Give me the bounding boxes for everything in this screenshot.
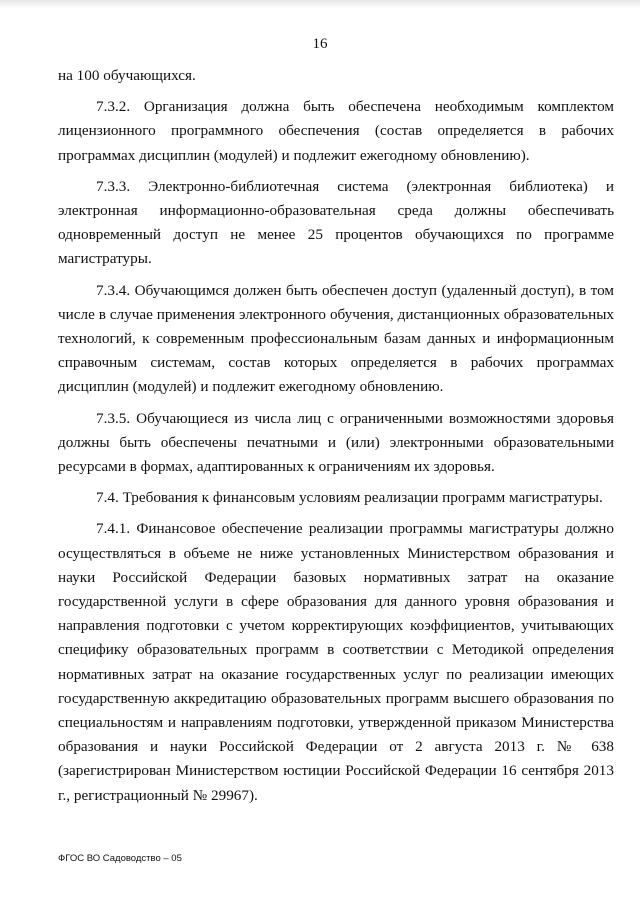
paragraph-7-3-4: 7.3.4. Обучающимся должен быть обеспечен доступ (удаленный доступ), в том числе в случае применения электронного обучения, дистанционных образовательных технологий, к современным профессиональным базам данных и информационным справочным системам, состав которых определяется в рабочих программах дисциплин (модулей) и подлежит ежегодному обновлению. (58, 281, 614, 396)
footer-document-code: ФГОС ВО Садоводство – 05 (58, 853, 182, 864)
paragraph-continuation: на 100 обучающихся. (58, 67, 196, 84)
paragraph-7-3-3: 7.3.3. Электронно-библиотечная система (электронная библиотека) и электронная информационно-образовательная среда должны обеспечивать одновременный доступ не менее 25 процентов обучающихся по программе магистратуры. (58, 177, 614, 268)
scan-edge (0, 0, 640, 8)
paragraph-7-4: 7.4. Требования к финансовым условиям реализации программ магистратуры. (96, 489, 603, 507)
paragraph-7-4-1: 7.4.1. Финансовое обеспечение реализации программы магистратуры должно осуществляться в объеме не ниже установленных Министерством образования и науки Российской Федерации базовых нормативных затрат на оказание государственной услуги в сфере образования для данного уровня образования и направления подготовки с учетом корректирующих коэффициентов, учитывающих специфику образовательных программ в соответствии с Методикой определения нормативных затрат на оказание государственных услуг по реализации имеющих государственную аккредитацию образовательных программ высшего образования по специальностям и направлениям подготовки, утвержденной приказом Министерства образования и науки Российской Федерации от 2 августа 2013 г. № 638 (зарегистрирован Министерством юстиции Российской Федерации 16 сентября 2013 г., регистрационный № 29967). (58, 520, 614, 804)
paragraph-7-3-5: 7.3.5. Обучающиеся из числа лиц с ограниченными возможностями здоровья должны быть обеспечены печатными и (или) электронными образовательными ресурсами в формах, адаптированных к ограничениям их здоровья. (58, 409, 614, 476)
page-number: 16 (312, 36, 328, 52)
paragraph-7-3-2: 7.3.2. Организация должна быть обеспечена необходимым комплектом лицензионного программного обеспечения (состав определяется в рабочих программах дисциплин (модулей) и подлежит ежегодному обновлению). (58, 98, 614, 164)
document-body (58, 64, 614, 815)
